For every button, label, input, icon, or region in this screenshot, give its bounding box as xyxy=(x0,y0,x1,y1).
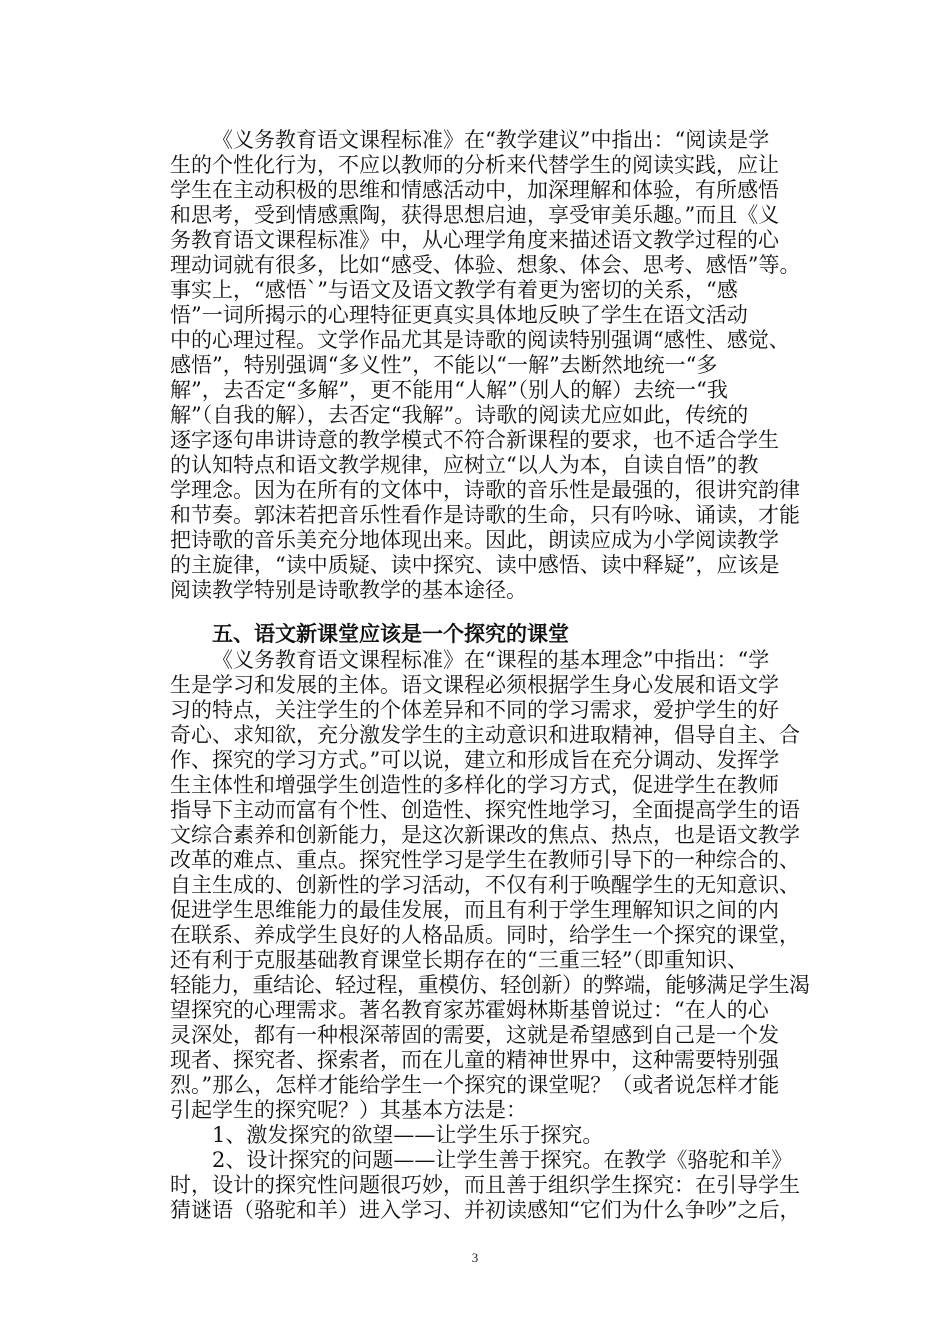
text-line: 引起学生的探究呢？）其基本方法是： xyxy=(170,1098,527,1122)
text-line: 作、探究的学习方式。”可以说，建立和形成旨在充分调动、发挥学 xyxy=(170,748,780,772)
text-line: 在联系、养成学生良好的人格品质。同时，给学生一个探究的课堂， xyxy=(170,923,800,947)
list-item: 1、激发探究的欲望——让学生乐于探究。 xyxy=(212,1123,604,1147)
text-line: 《义务教育语文课程标准》在“课程的基本理念”中指出：“学 xyxy=(212,648,770,672)
text-line: 务教育语文课程标准》中，从心理学角度来描述语文教学过程的心 xyxy=(170,228,779,252)
text-line: 还有利于克服基础教育课堂长期存在的“三重三轻”（即重知识、 xyxy=(170,948,748,972)
text-line: 生的个性化行为，不应以教师的分析来代替学生的阅读实践，应让 xyxy=(170,153,779,177)
text-line: 事实上，“感悟`”与语文及语文教学有着更为密切的关系，“感 xyxy=(170,278,738,302)
text-line: 学理念。因为在所有的文体中，诗歌的音乐性是最强的，很讲究韵律 xyxy=(170,478,800,502)
text-line: 时，设计的探究性问题很巧妙，而且善于组织学生探究：在引导学生 xyxy=(170,1173,800,1197)
paragraph-reading-personalization xyxy=(170,128,810,603)
text-line: 解”，去否定“多解”，更不能用“人解”（别人的解）去统一“我 xyxy=(170,378,728,402)
text-line: 猜谜语（骆驼和羊）进入学习、并初读感知“它们为什么争吵”之后， xyxy=(170,1198,801,1222)
text-line: 现者、探究者、探索者，而在儿童的精神世界中，这种需要特别强 xyxy=(170,1048,779,1072)
text-line: 和节奏。郭沫若把音乐性看作是诗歌的生命，只有吟咏、诵读，才能 xyxy=(170,503,800,527)
text-line: 逐字逐句串讲诗意的教学模式不符合新课程的要求，也不适合学生 xyxy=(170,428,779,452)
text-line: 奇心、求知欲，充分激发学生的主动意识和进取精神，倡导自主、合 xyxy=(170,723,800,747)
text-line: 理动词就有很多，比如“感受、体验、想象、体会、思考、感悟”等。 xyxy=(170,253,801,277)
text-line: 轻能力，重结论、轻过程，重模仿、轻创新）的弊端，能够满足学生渴 xyxy=(170,973,810,997)
text-line: 悟”一词所揭示的心理特征更真实具体地反映了学生在语文活动 xyxy=(170,303,748,327)
text-line: 感悟”，特别强调“多义性”，不能以“一解”去断然地统一“多 xyxy=(170,353,718,377)
text-line: 生主体性和增强学生创造性的多样化的学习方式，促进学生在教师 xyxy=(170,773,779,797)
text-line: 的认知特点和语文教学规律，应树立“以人为本，自读自悟”的教 xyxy=(170,453,759,477)
section-heading: 五、语文新课堂应该是一个探究的课堂 xyxy=(212,622,569,646)
text-line: 改革的难点、重点。探究性学习是学生在教师引导下的一种综合的、 xyxy=(170,848,800,872)
paragraph-inquiry-classroom xyxy=(170,648,810,1223)
text-line: 习的特点，关注学生的个体差异和不同的学习需求，爱护学生的好 xyxy=(170,698,779,722)
list-item: 2、设计探究的问题——让学生善于探究。在教学《骆驼和羊》 xyxy=(212,1148,793,1172)
text-line: 《义务教育语文课程标准》在“教学建议”中指出：“阅读是学 xyxy=(212,128,770,152)
text-line: 望探究的心理需求。著名教育家苏霍姆林斯基曾说过：“在人的心 xyxy=(170,998,769,1022)
text-line: 把诗歌的音乐美充分地体现出来。因此，朗读应成为小学阅读教学 xyxy=(170,528,779,552)
text-line: 中的心理过程。文学作品尤其是诗歌的阅读特别强调“感性、感觉、 xyxy=(170,328,790,352)
text-line: 自主生成的、创新性的学习活动，不仅有利于唤醒学生的无知意识、 xyxy=(170,873,800,897)
text-line: 文综合素养和创新能力，是这次新课改的焦点、热点，也是语文教学 xyxy=(170,823,800,847)
text-line: 促进学生思维能力的最佳发展，而且有利于学生理解知识之间的内 xyxy=(170,898,779,922)
text-line: 指导下主动而富有个性、创造性、探究性地学习，全面提高学生的语 xyxy=(170,798,800,822)
text-line: 生是学习和发展的主体。语文课程必须根据学生身心发展和语文学 xyxy=(170,673,779,697)
text-line: 灵深处，都有一种根深蒂固的需要，这就是希望感到自己是一个发 xyxy=(170,1023,779,1047)
page-number: 3 xyxy=(471,1250,479,1265)
text-line: 和思考，受到情感熏陶，获得思想启迪，享受审美乐趣。”而且《义 xyxy=(170,203,780,227)
text-line: 的主旋律，“读中质疑、读中探究、读中感悟、读中释疑”，应该是 xyxy=(170,553,780,577)
text-line: 烈。”那么，怎样才能给学生一个探究的课堂呢？（或者说怎样才能 xyxy=(170,1073,780,1097)
text-line: 阅读教学特别是诗歌教学的基本途径。 xyxy=(170,578,527,602)
text-line: 学生在主动积极的思维和情感活动中，加深理解和体验，有所感悟 xyxy=(170,178,779,202)
text-line: 解”（自我的解），去否定“我解”。诗歌的阅读尤应如此，传统的 xyxy=(170,403,749,427)
